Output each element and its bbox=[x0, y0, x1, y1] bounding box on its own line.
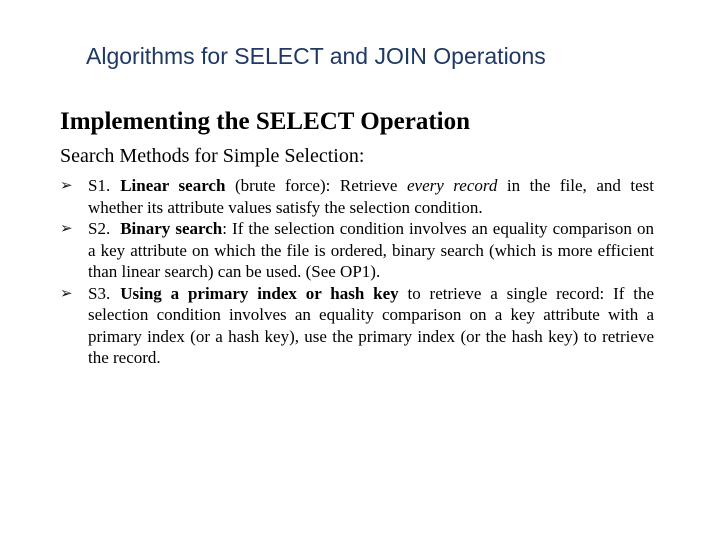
arrow-bullet-icon: ➢ bbox=[60, 283, 73, 302]
list-item-s3 bbox=[60, 283, 654, 369]
list-item-s1 bbox=[60, 175, 654, 218]
arrow-bullet-icon: ➢ bbox=[60, 219, 73, 237]
method-text: to retrieve a single record: If the selection condition involves an equality comparison on a key attribute with a primary index (or a hash key), use the primary index (or the hash key) to retrieve the record. bbox=[88, 283, 654, 367]
method-name: Binary search bbox=[120, 219, 223, 238]
arrow-bullet-icon: ➢ bbox=[60, 176, 73, 194]
section-subheading: Search Methods for Simple Selection: bbox=[60, 145, 365, 167]
method-number: S3. bbox=[88, 283, 111, 303]
section-heading: Implementing the SELECT Operation bbox=[60, 108, 470, 135]
method-text: (brute force): Retrieve bbox=[225, 176, 407, 195]
method-number: S1. bbox=[88, 176, 111, 195]
method-number: S2. bbox=[88, 219, 111, 238]
method-emphasis: every record bbox=[406, 176, 498, 195]
method-name: Using a primary index or hash key bbox=[120, 283, 399, 303]
list-item-s2 bbox=[60, 218, 654, 283]
method-name: Linear search bbox=[120, 176, 226, 195]
search-methods-list bbox=[60, 175, 654, 369]
method-text: in the file, and test whether its attribute values satisfy the selection condition. bbox=[88, 176, 654, 217]
slide-title: Algorithms for SELECT and JOIN Operations bbox=[86, 43, 546, 69]
method-text: : If the selection condition involves an equality comparison on a key attribute on which the file is ordered, binary search (which is more efficient than linear search) can be used. (See OP1). bbox=[88, 219, 654, 281]
